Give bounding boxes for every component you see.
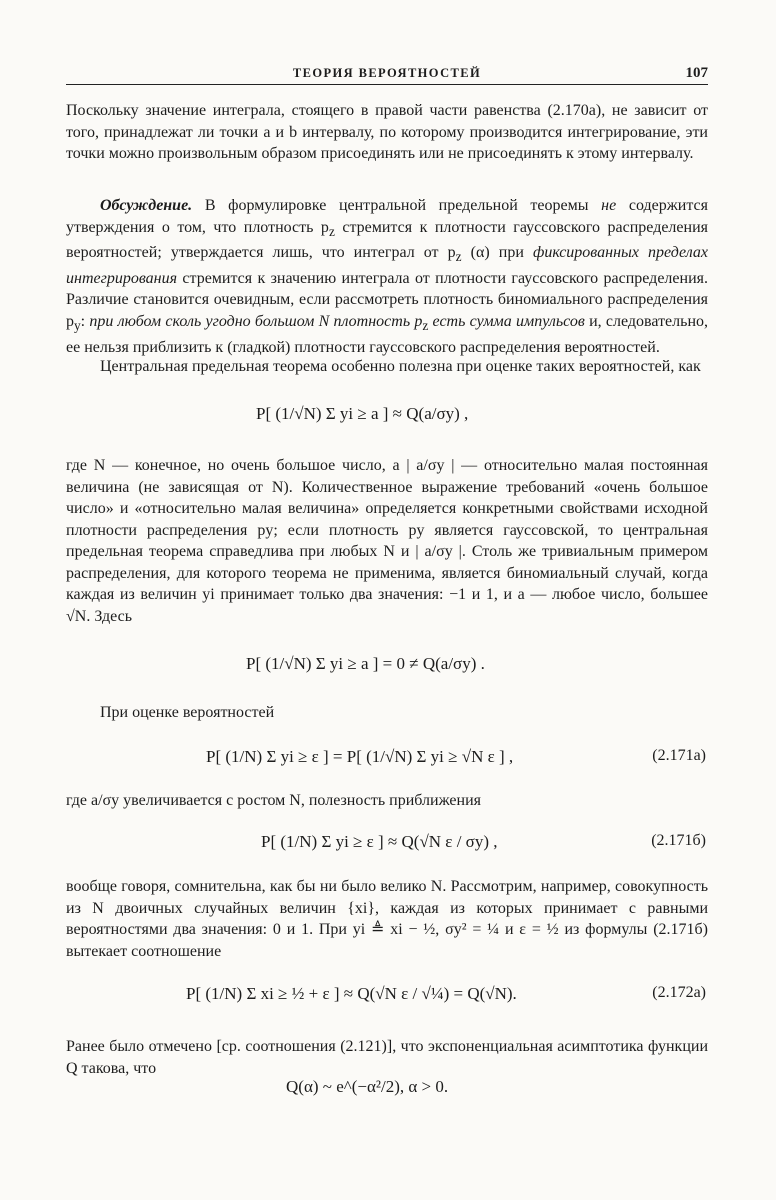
equation-1-text: P[ (1/√N) Σ yi ≥ a ] ≈ Q(a/σy) ,	[256, 404, 469, 423]
paragraph-1-text: Поскольку значение интеграла, стоящего в правой части равенства (2.170а), не зависит от того, принадлежат ли точки a и b интервалу, по которому производится интегрирование, эти точки можно произвольным образом присоединять или не присоединять к этому интервалу.	[66, 102, 708, 162]
discussion-lead: Обсуждение.	[100, 197, 193, 214]
equation-3-number: (2.171а)	[652, 747, 706, 764]
equation-3-text: P[ (1/N) Σ yi ≥ ε ] = P[ (1/√N) Σ yi ≥ √N ε ] ,	[206, 747, 514, 766]
equation-4	[66, 820, 708, 870]
equation-4-number: (2.171б)	[651, 832, 706, 849]
paragraph-5-text: При оценке вероятностей	[100, 704, 275, 721]
equation-5	[66, 966, 708, 1026]
equation-2	[66, 646, 708, 696]
page-number: 107	[685, 65, 708, 81]
paragraph-5	[66, 702, 708, 724]
paragraph-discussion: Обсуждение. В формулировке центральной предельной теоремы не содержится утверждения о том, что плотность $p_z$ стремится к плотности гауссовского распределения вероятностей; утверждается лишь, что интеграл от $p_z$ (α) при фиксированных пределах интегрирования стремится к значению интеграла от плотности гауссовского распределения. Различие становится очевидным, если рассмотреть плотность биномиального распределения $p_y$: при любом сколь угодно большом N плотность $p_z$ есть сумма импульсов и, следовательно, ее нельзя приблизить к (гладкой) плотности гауссовского распределения вероятностей.	[66, 197, 709, 356]
equation-5-text: P[ (1/N) Σ xi ≥ ½ + ε ] ≈ Q(√N ε / √¼) = Q(√N).	[186, 984, 517, 1003]
paragraph-4-text: где N — конечное, но очень большое число, а | a/σy | — относительно малая постоянная величина (не зависящая от N). Количественное выражение требований «очень большое число» и «относительно малая величина» определяется конкретными свойствами исходной плотности распределения py; если плотность py является гауссовской, то центральная предельная теорема справедлива при любых N и | a/σy |. Столь же тривиальным примером распределения, для которого теорема не применима, является биномиальный случай, когда каждая из величин yi принимает только два значения: −1 и 1, и a — любое число, большее √N. Здесь	[66, 457, 708, 625]
equation-2-text: P[ (1/√N) Σ yi ≥ a ] = 0 ≠ Q(a/σy) .	[246, 654, 485, 673]
paragraph-3	[66, 356, 708, 378]
equation-6-text: Q(α) ~ e^(−α²/2), α > 0.	[286, 1077, 449, 1096]
paragraph-8-text: Ранее было отмечено [ср. соотношения (2.121)], что экспоненциальная асимптотика функции Q такова, что	[66, 1038, 708, 1077]
equation-3	[66, 735, 708, 785]
running-header	[66, 66, 708, 85]
paragraph-3-text: Центральная предельная теорема особенно полезна при оценке таких вероятностей, как	[100, 358, 701, 375]
paragraph-1	[66, 100, 708, 165]
equation-5-number: (2.172а)	[652, 984, 706, 1001]
equation-4-text: P[ (1/N) Σ yi ≥ ε ] ≈ Q(√N ε / σy) ,	[261, 832, 498, 851]
paragraph-4	[66, 455, 708, 627]
running-title: ТЕОРИЯ ВЕРОЯТНОСТЕЙ	[292, 66, 482, 80]
paragraph-6-text: где a/σy увеличивается с ростом N, полезность приближения	[66, 792, 481, 809]
paragraph-7	[66, 876, 708, 962]
equation-1	[66, 398, 708, 448]
equation-6	[66, 1075, 708, 1105]
paragraph-7-text: вообще говоря, сомнительна, как бы ни было велико N. Рассмотрим, например, совокупность из N двоичных случайных величин {xi}, каждая из которых принимает с равными вероятностями два значения: 0 и 1. При yi ≜ xi − ½, σy² = ¼ и ε = ½ из формулы (2.171б) вытекает соотношение	[66, 878, 708, 960]
paragraph-6	[66, 790, 708, 812]
paragraph-8	[66, 1036, 708, 1079]
